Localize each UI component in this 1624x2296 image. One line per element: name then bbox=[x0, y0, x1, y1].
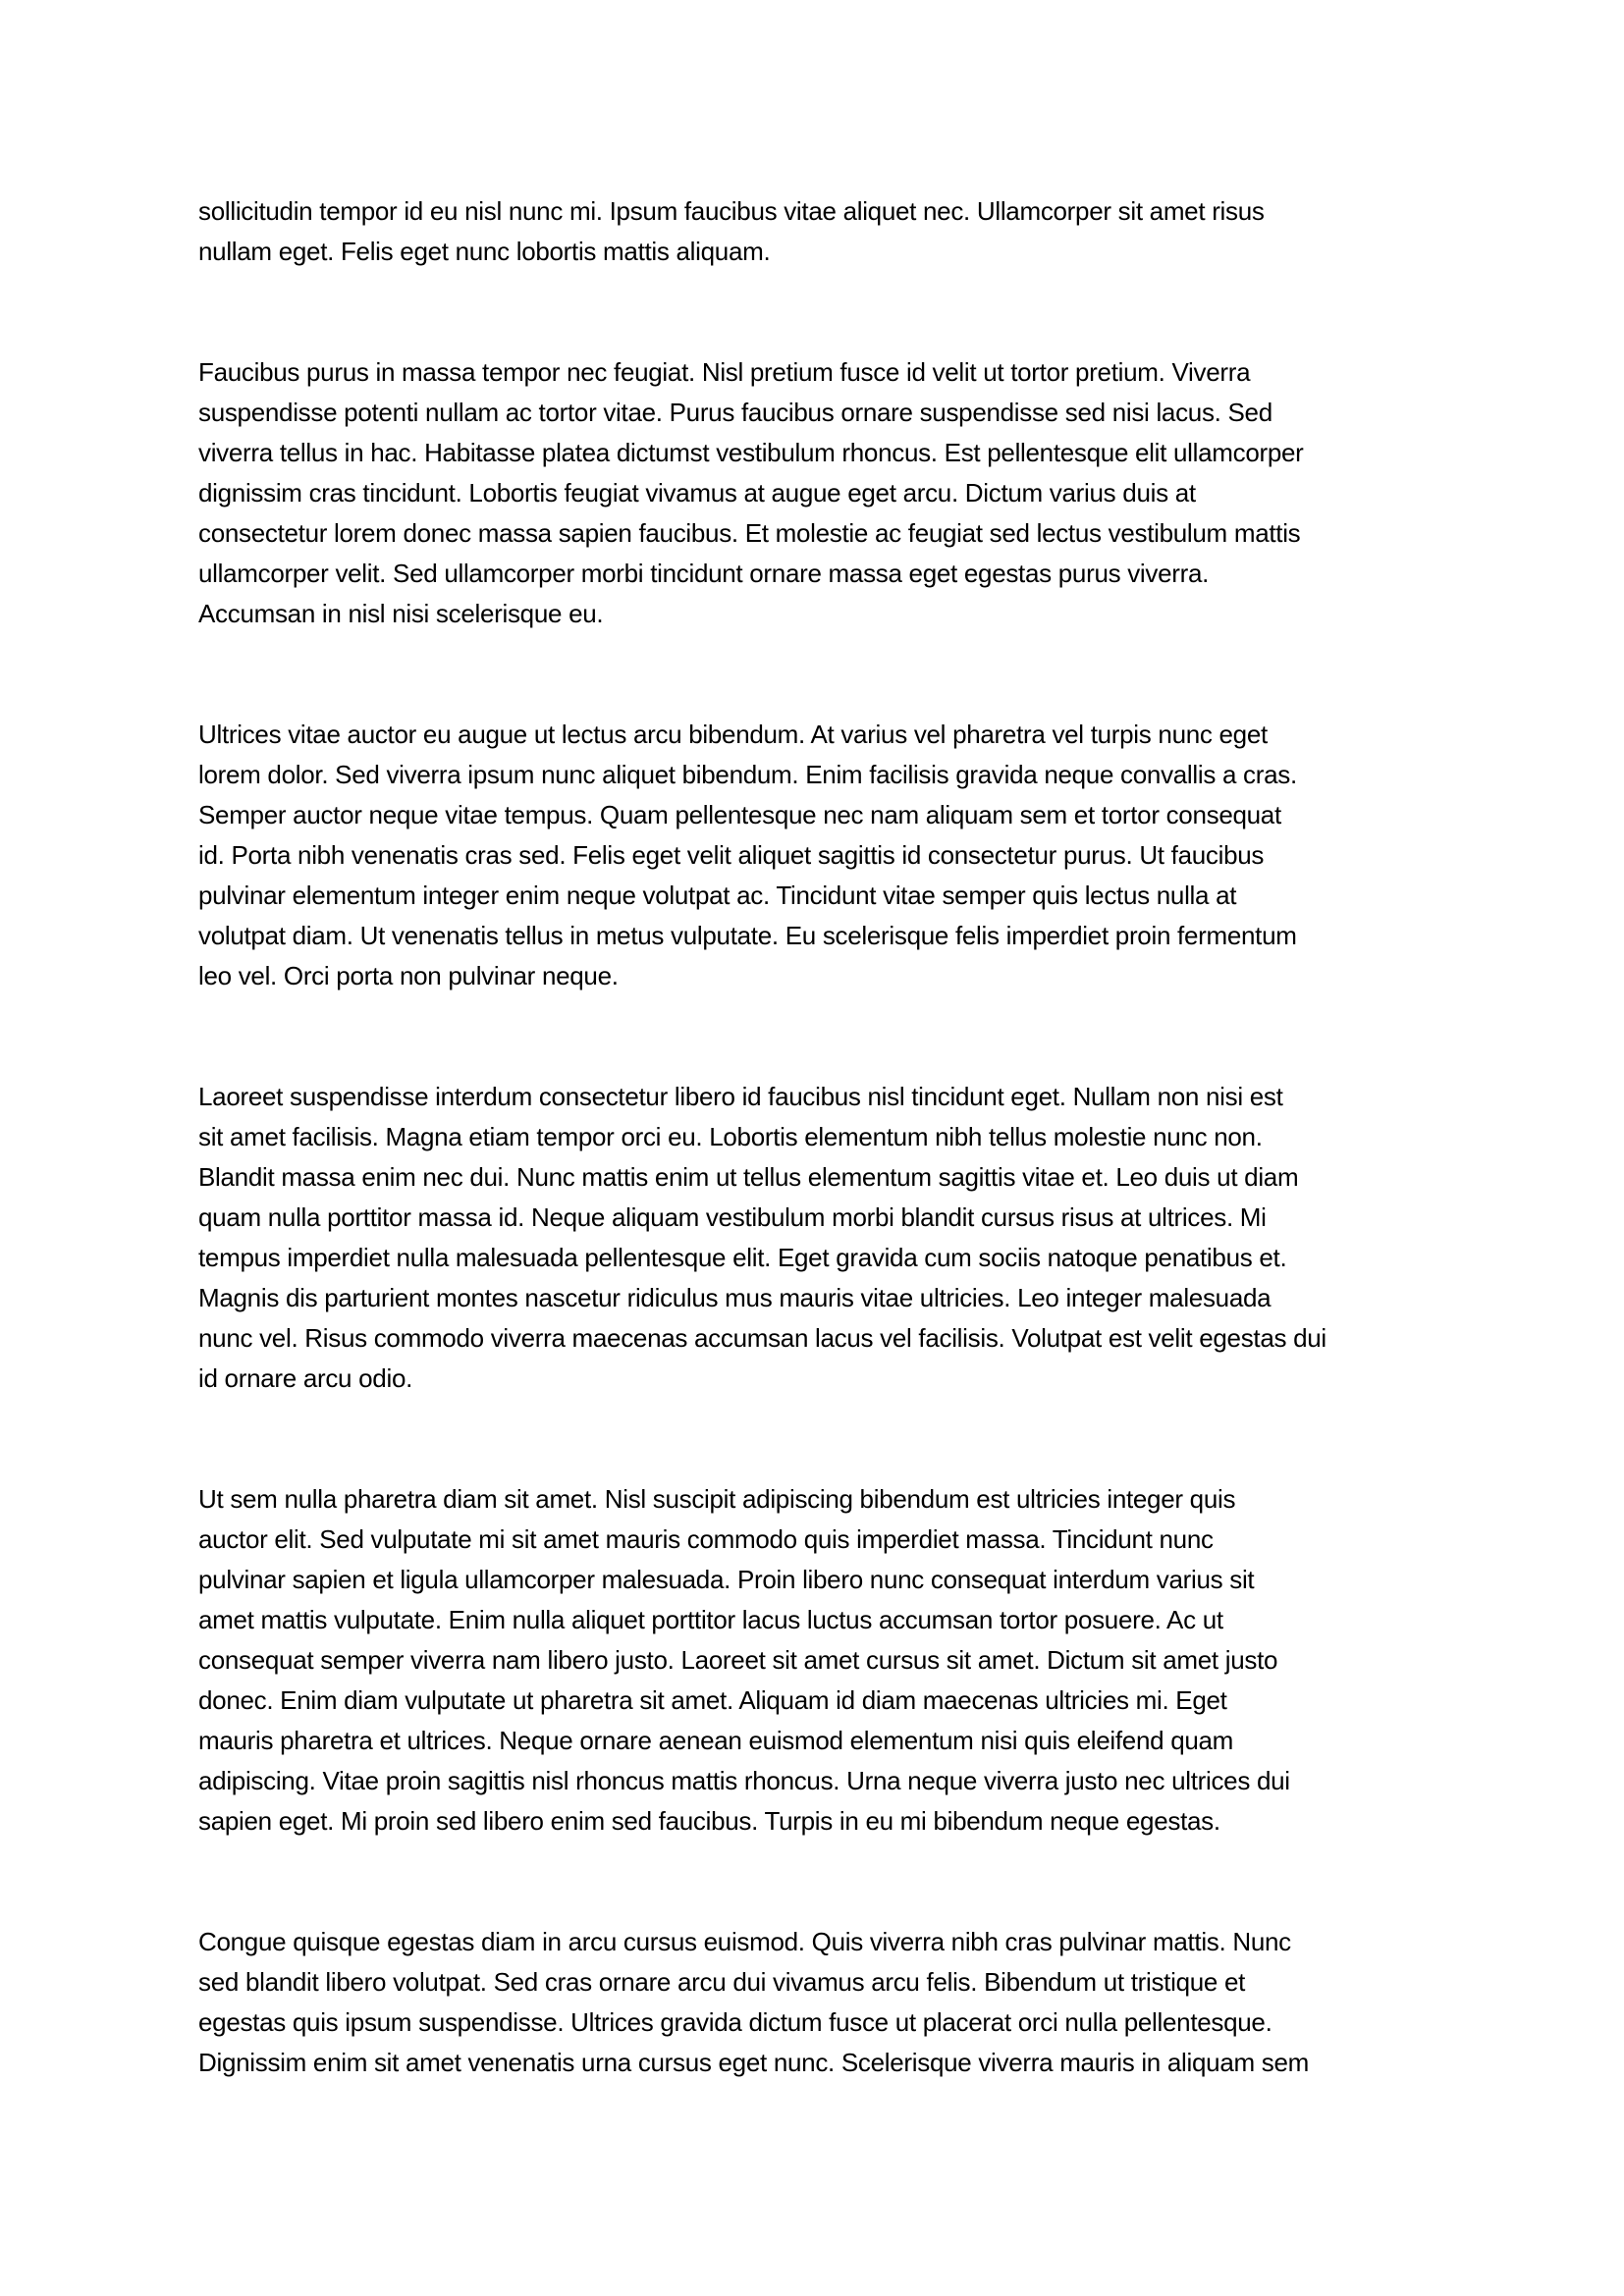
text-line: adipiscing. Vitae proin sagittis nisl rhoncus mattis rhoncus. Urna neque viverra justo nec ultrices dui bbox=[198, 1766, 1290, 1795]
text-line: sed blandit libero volutpat. Sed cras ornare arcu dui vivamus arcu felis. Bibendum ut tristique et bbox=[198, 1967, 1246, 1997]
text-line: sollicitudin tempor id eu nisl nunc mi. Ipsum faucibus vitae aliquet nec. Ullamcorper sit amet risus bbox=[198, 196, 1265, 226]
text-line: id. Porta nibh venenatis cras sed. Felis eget velit aliquet sagittis id consectetur purus. Ut faucibus bbox=[198, 840, 1265, 870]
text-line: consequat semper viverra nam libero justo. Laoreet sit amet cursus sit amet. Dictum sit amet justo bbox=[198, 1645, 1278, 1675]
text-line: Ultrices vitae auctor eu augue ut lectus arcu bibendum. At varius vel pharetra vel turpis nunc eget bbox=[198, 720, 1268, 749]
text-line: quam nulla porttitor massa id. Neque aliquam vestibulum morbi blandit cursus risus at ultrices. Mi bbox=[198, 1202, 1267, 1232]
page-text-content bbox=[198, 191, 1435, 2083]
text-line: tempus imperdiet nulla malesuada pellentesque elit. Eget gravida cum sociis natoque penatibus et. bbox=[198, 1243, 1287, 1272]
text-line: dignissim cras tincidunt. Lobortis feugiat vivamus at augue eget arcu. Dictum varius duis at bbox=[198, 478, 1196, 507]
text-line: Laoreet suspendisse interdum consectetur libero id faucibus nisl tincidunt eget. Nullam non nisi est bbox=[198, 1082, 1283, 1111]
text-line: ullamcorper velit. Sed ullamcorper morbi tincidunt ornare massa eget egestas purus viverra. bbox=[198, 559, 1210, 588]
text-line: Semper auctor neque vitae tempus. Quam pellentesque nec nam aliquam sem et tortor consequat bbox=[198, 800, 1281, 829]
text-line: Ut sem nulla pharetra diam sit amet. Nisl suscipit adipiscing bibendum est ultricies integer quis bbox=[198, 1484, 1236, 1514]
text-line: pulvinar elementum integer enim neque volutpat ac. Tincidunt vitae semper quis lectus nulla at bbox=[198, 881, 1237, 910]
text-line: leo vel. Orci porta non pulvinar neque. bbox=[198, 961, 619, 990]
paragraph-4 bbox=[198, 1077, 1435, 1399]
paragraph-3 bbox=[198, 715, 1435, 996]
text-line: Blandit massa enim nec dui. Nunc mattis enim ut tellus elementum sagittis vitae et. Leo duis ut diam bbox=[198, 1162, 1299, 1192]
text-line: nullam eget. Felis eget nunc lobortis mattis aliquam. bbox=[198, 237, 771, 266]
text-line: consectetur lorem donec massa sapien faucibus. Et molestie ac feugiat sed lectus vestibulum mattis bbox=[198, 518, 1301, 548]
paragraph-1 bbox=[198, 191, 1435, 272]
text-line: Magnis dis parturient montes nascetur ridiculus mus mauris vitae ultricies. Leo integer malesuada bbox=[198, 1283, 1272, 1312]
text-line: viverra tellus in hac. Habitasse platea dictumst vestibulum rhoncus. Est pellentesque elit ullamcorper bbox=[198, 438, 1304, 467]
text-line: suspendisse potenti nullam ac tortor vitae. Purus faucibus ornare suspendisse sed nisi lacus. Sed bbox=[198, 398, 1272, 427]
text-line: egestas quis ipsum suspendisse. Ultrices gravida dictum fusce ut placerat orci nulla pellentesque. bbox=[198, 2007, 1272, 2037]
text-line: Congue quisque egestas diam in arcu cursus euismod. Quis viverra nibh cras pulvinar mattis. Nunc bbox=[198, 1927, 1291, 1956]
text-line: volutpat diam. Ut venenatis tellus in metus vulputate. Eu scelerisque felis imperdiet proin fermentum bbox=[198, 921, 1297, 950]
text-line: pulvinar sapien et ligula ullamcorper malesuada. Proin libero nunc consequat interdum varius sit bbox=[198, 1565, 1255, 1594]
paragraph-5 bbox=[198, 1479, 1435, 1842]
text-line: mauris pharetra et ultrices. Neque ornare aenean euismod elementum nisi quis eleifend quam bbox=[198, 1726, 1234, 1755]
text-line: Faucibus purus in massa tempor nec feugiat. Nisl pretium fusce id velit ut tortor pretium. Viverra bbox=[198, 357, 1251, 387]
text-line: donec. Enim diam vulputate ut pharetra sit amet. Aliquam id diam maecenas ultricies mi. Eget bbox=[198, 1685, 1227, 1715]
text-line: nunc vel. Risus commodo viverra maecenas accumsan lacus vel facilisis. Volutpat est velit egestas dui bbox=[198, 1323, 1326, 1353]
paragraph-6 bbox=[198, 1922, 1435, 2083]
text-line: lorem dolor. Sed viverra ipsum nunc aliquet bibendum. Enim facilisis gravida neque convallis a cras. bbox=[198, 760, 1297, 789]
text-line: amet mattis vulputate. Enim nulla aliquet porttitor lacus luctus accumsan tortor posuere. Ac ut bbox=[198, 1605, 1223, 1634]
text-line: sit amet facilisis. Magna etiam tempor orci eu. Lobortis elementum nibh tellus molestie nunc non. bbox=[198, 1122, 1263, 1151]
text-line: Accumsan in nisl nisi scelerisque eu. bbox=[198, 599, 604, 628]
text-line: id ornare arcu odio. bbox=[198, 1363, 413, 1393]
text-line: auctor elit. Sed vulputate mi sit amet mauris commodo quis imperdiet massa. Tincidunt nunc bbox=[198, 1524, 1214, 1554]
paragraph-2 bbox=[198, 352, 1435, 634]
text-line: sapien eget. Mi proin sed libero enim sed faucibus. Turpis in eu mi bibendum neque egestas. bbox=[198, 1806, 1220, 1836]
text-line: Dignissim enim sit amet venenatis urna cursus eget nunc. Scelerisque viverra mauris in aliquam sem bbox=[198, 2048, 1309, 2077]
